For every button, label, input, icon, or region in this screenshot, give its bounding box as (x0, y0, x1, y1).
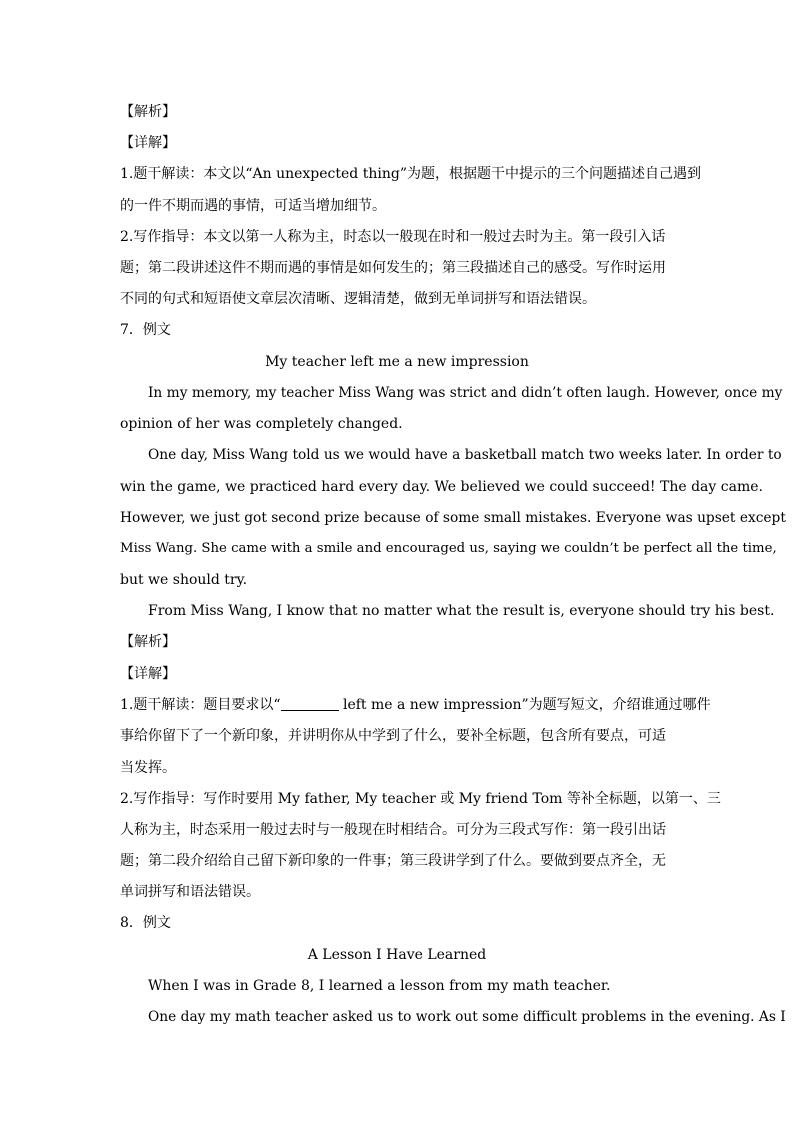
essay-line: From Miss Wang, I know that no matter what the result is, everyone should try his best. (148, 603, 775, 619)
paragraph-line: 1.题干解读：本文以“An unexpected thing”为题，根据题干中提示的三个问题描述自己遇到 (120, 166, 701, 182)
essay-title: My teacher left me a new impression (265, 354, 529, 370)
paragraph-line: 题；第二段讲述这件不期而遇的事情是如何发生的；第三段描述自己的感受。写作时运用 (120, 260, 666, 276)
paragraph-line: 当发挥。 (120, 760, 176, 776)
essay-title: A Lesson I Have Learned (307, 947, 487, 963)
essay-line: but we should try. (120, 572, 248, 588)
paragraph-line: 不同的句式和短语使文章层次清晰、逻辑清楚，做到无单词拼写和语法错误。 (120, 291, 596, 307)
paragraph-line: 的一件不期而遇的事情，可适当增加细节。 (120, 198, 386, 214)
paragraph-line: 人称为主，时态采用一般过去时与一般现在时相结合。可分为三段式写作：第一段引出话 (120, 822, 666, 838)
essay-line: One day my math teacher asked us to work out some difficult problems in the evening. As I (148, 1009, 786, 1025)
detail-heading: 【详解】 (120, 666, 176, 682)
essay-line: However, we just got second prize because of some small mistakes. Everyone was upset except (120, 510, 786, 526)
essay-line: opinion of her was completely changed. (120, 416, 403, 432)
paragraph-line: 2.写作指导：写作时要用 My father, My teacher 或 My friend Tom 等补全标题，以第一、三 (120, 791, 721, 807)
essay-number: 8．例文 (120, 915, 171, 931)
detail-heading: 【详解】 (120, 135, 176, 151)
analysis-heading: 【解析】 (120, 104, 176, 120)
paragraph-line: 单词拼写和语法错误。 (120, 884, 260, 900)
text-segment: left me a new impression”为题写短文，介绍谁通过哪件 (338, 697, 711, 713)
paragraph-line: 题；第二段介绍给自己留下新印象的一件事；第三段讲学到了什么。要做到要点齐全，无 (120, 853, 666, 869)
essay-line: When I was in Grade 8, I learned a lesson from my math teacher. (148, 978, 611, 994)
fill-in-blank (281, 696, 339, 711)
essay-line: In my memory, my teacher Miss Wang was strict and didn’t often laugh. However, once my (148, 385, 783, 401)
essay-line: win the game, we practiced hard every day. We believed we could succeed! The day came. (120, 479, 763, 495)
essay-line: One day, Miss Wang told us we would have a basketball match two weeks later. In order to (148, 447, 782, 463)
essay-line: Miss Wang. She came with a smile and encouraged us, saying we couldn’t be perfect all the time, (120, 541, 777, 556)
essay-number: 7．例文 (120, 322, 171, 338)
analysis-heading: 【解析】 (120, 634, 176, 650)
text-segment: 1.题干解读：题目要求以“ (120, 697, 281, 713)
paragraph-line: 事给你留下了一个新印象，并讲明你从中学到了什么，要补全标题，包含所有要点，可适 (120, 728, 666, 744)
paragraph-line (120, 695, 711, 715)
paragraph-line: 2.写作指导：本文以第一人称为主，时态以一般现在时和一般过去时为主。第一段引入话 (120, 229, 666, 245)
